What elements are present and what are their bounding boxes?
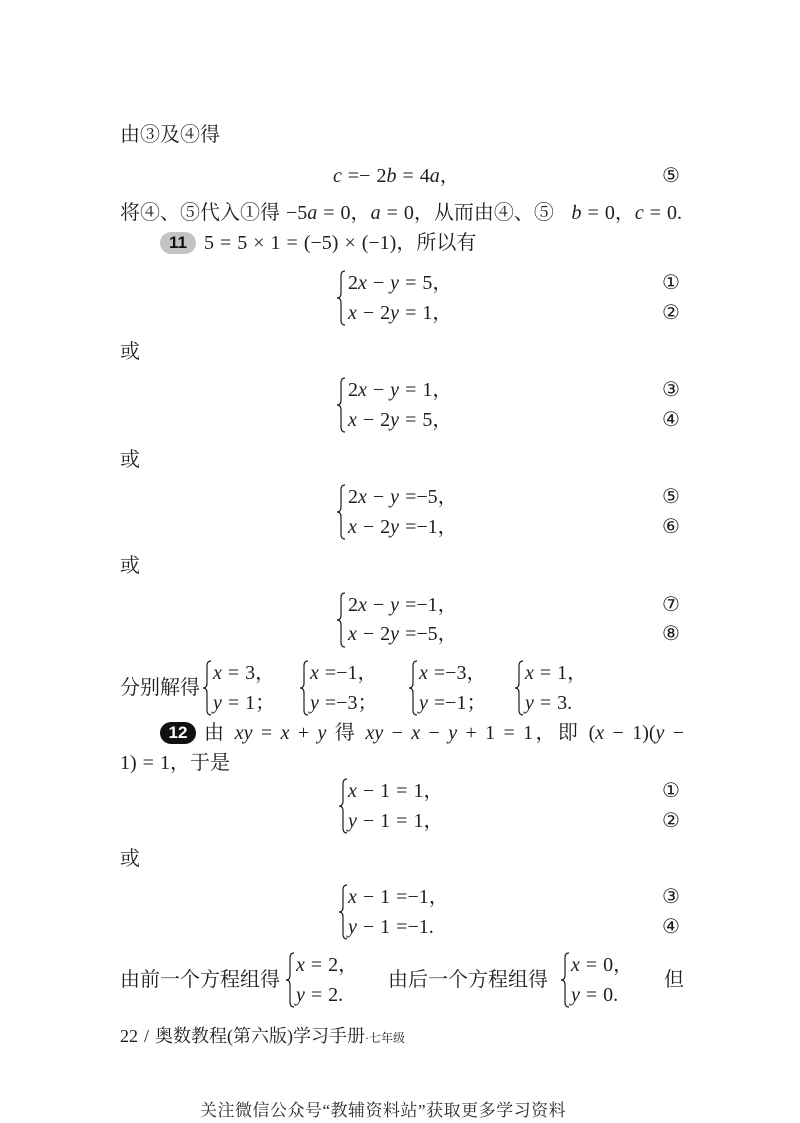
solution-y: y = 1；	[213, 692, 276, 714]
brace-curve	[338, 884, 348, 940]
or-label: 或	[120, 848, 140, 870]
brace-curve	[336, 270, 346, 326]
first-system-label: 由前一个方程组得	[120, 969, 280, 991]
equation-number: ⑤	[662, 486, 680, 508]
solution-brace	[299, 660, 309, 716]
equation-number: ②	[662, 302, 680, 324]
problem-intro: 5 = 5 × 1 = (−5) × (−1)，所以有	[204, 232, 477, 254]
problem-intro: 由 xy = x + y 得 xy − x − y + 1 = 1，即 (x − 1)(y −	[204, 722, 685, 744]
system-brace	[336, 484, 346, 540]
solution-x: x = 1，	[525, 662, 588, 684]
solution-brace	[202, 660, 212, 716]
or-label: 或	[120, 449, 140, 471]
solution-y: y = 3.	[525, 692, 573, 714]
system-brace	[336, 270, 346, 326]
or-label: 或	[120, 341, 140, 363]
equation-number: ⑥	[662, 516, 680, 538]
equation-number: ①	[662, 780, 680, 802]
solution-x: x = 2，	[296, 954, 359, 976]
solution-x: x =−1，	[310, 662, 378, 684]
equation: 2x − y = 5，	[348, 272, 453, 294]
paragraph-text-tail: b = 0，c = 0.	[571, 202, 682, 224]
page-number: 22	[120, 1026, 138, 1046]
system-brace	[338, 778, 348, 834]
equation: c =− 2b = 4a，	[333, 165, 460, 187]
equation: x − 2y =−1，	[348, 516, 458, 538]
solution-x: x =−3，	[419, 662, 487, 684]
equation: x − 2y = 1，	[348, 302, 453, 324]
brace-curve	[336, 377, 346, 433]
equation: x − 2y =−5，	[348, 623, 458, 645]
equation-number: ③	[662, 886, 680, 908]
solution-y: y = 0.	[571, 984, 619, 1006]
solution-y: y =−1；	[419, 692, 487, 714]
brace-curve	[560, 952, 570, 1008]
equation-number: ⑤	[662, 165, 680, 187]
brace-curve	[202, 660, 212, 716]
trailing-text: 但	[664, 969, 684, 991]
brace-curve	[285, 952, 295, 1008]
brace-curve	[338, 778, 348, 834]
equation: y − 1 = 1，	[348, 810, 444, 832]
grade-label: 七年级	[369, 1031, 406, 1045]
footer-separator: /	[144, 1026, 150, 1046]
problem-number-badge: 12	[160, 722, 196, 744]
solution-y: y =−3；	[310, 692, 378, 714]
paragraph-text: 将④、⑤代入①得 −5a = 0，a = 0，从而由④、⑤	[120, 202, 554, 224]
equation-number: ③	[662, 379, 680, 401]
solution-x: x = 0，	[571, 954, 634, 976]
brace-curve	[299, 660, 309, 716]
equation-number: ⑦	[662, 594, 680, 616]
brace-curve	[336, 484, 346, 540]
problem-number-badge: 11	[160, 232, 196, 254]
solution-brace	[560, 952, 570, 1008]
system-brace	[336, 377, 346, 433]
system-brace	[336, 592, 346, 648]
solution-x: x = 3，	[213, 662, 276, 684]
solution-brace	[514, 660, 524, 716]
equation-number: ②	[662, 810, 680, 832]
equation: x − 1 =−1，	[348, 886, 449, 908]
brace-curve	[336, 592, 346, 648]
equation: 2x − y = 1，	[348, 379, 453, 401]
brace-curve	[408, 660, 418, 716]
book-title: 奥数教程(第六版)学习手册	[155, 1026, 366, 1046]
solution-brace	[285, 952, 295, 1008]
equation: y − 1 =−1.	[348, 916, 434, 938]
equation-number: ⑧	[662, 623, 680, 645]
solution-y: y = 2.	[296, 984, 344, 1006]
page-footer	[120, 1026, 405, 1048]
paragraph-line	[120, 203, 682, 223]
equation: 2x − y =−5，	[348, 486, 458, 508]
solution-brace	[408, 660, 418, 716]
equation: 2x − y =−1，	[348, 594, 458, 616]
or-label: 或	[120, 555, 140, 577]
equation-number: ①	[662, 272, 680, 294]
problem-intro-continued: 1) = 1，于是	[120, 752, 230, 774]
paragraph-text: 由③及④得	[120, 124, 220, 146]
second-system-label: 由后一个方程组得	[388, 969, 548, 991]
equation-number: ④	[662, 916, 680, 938]
equation: x − 2y = 5，	[348, 409, 453, 431]
equation-number: ④	[662, 409, 680, 431]
brace-curve	[514, 660, 524, 716]
watermark-text: 关注微信公众号“教辅资料站”获取更多学习资料	[200, 1101, 567, 1120]
system-brace	[338, 884, 348, 940]
equation: x − 1 = 1，	[348, 780, 444, 802]
footer-dot: ·	[365, 1031, 370, 1045]
solve-label: 分别解得	[120, 677, 200, 699]
